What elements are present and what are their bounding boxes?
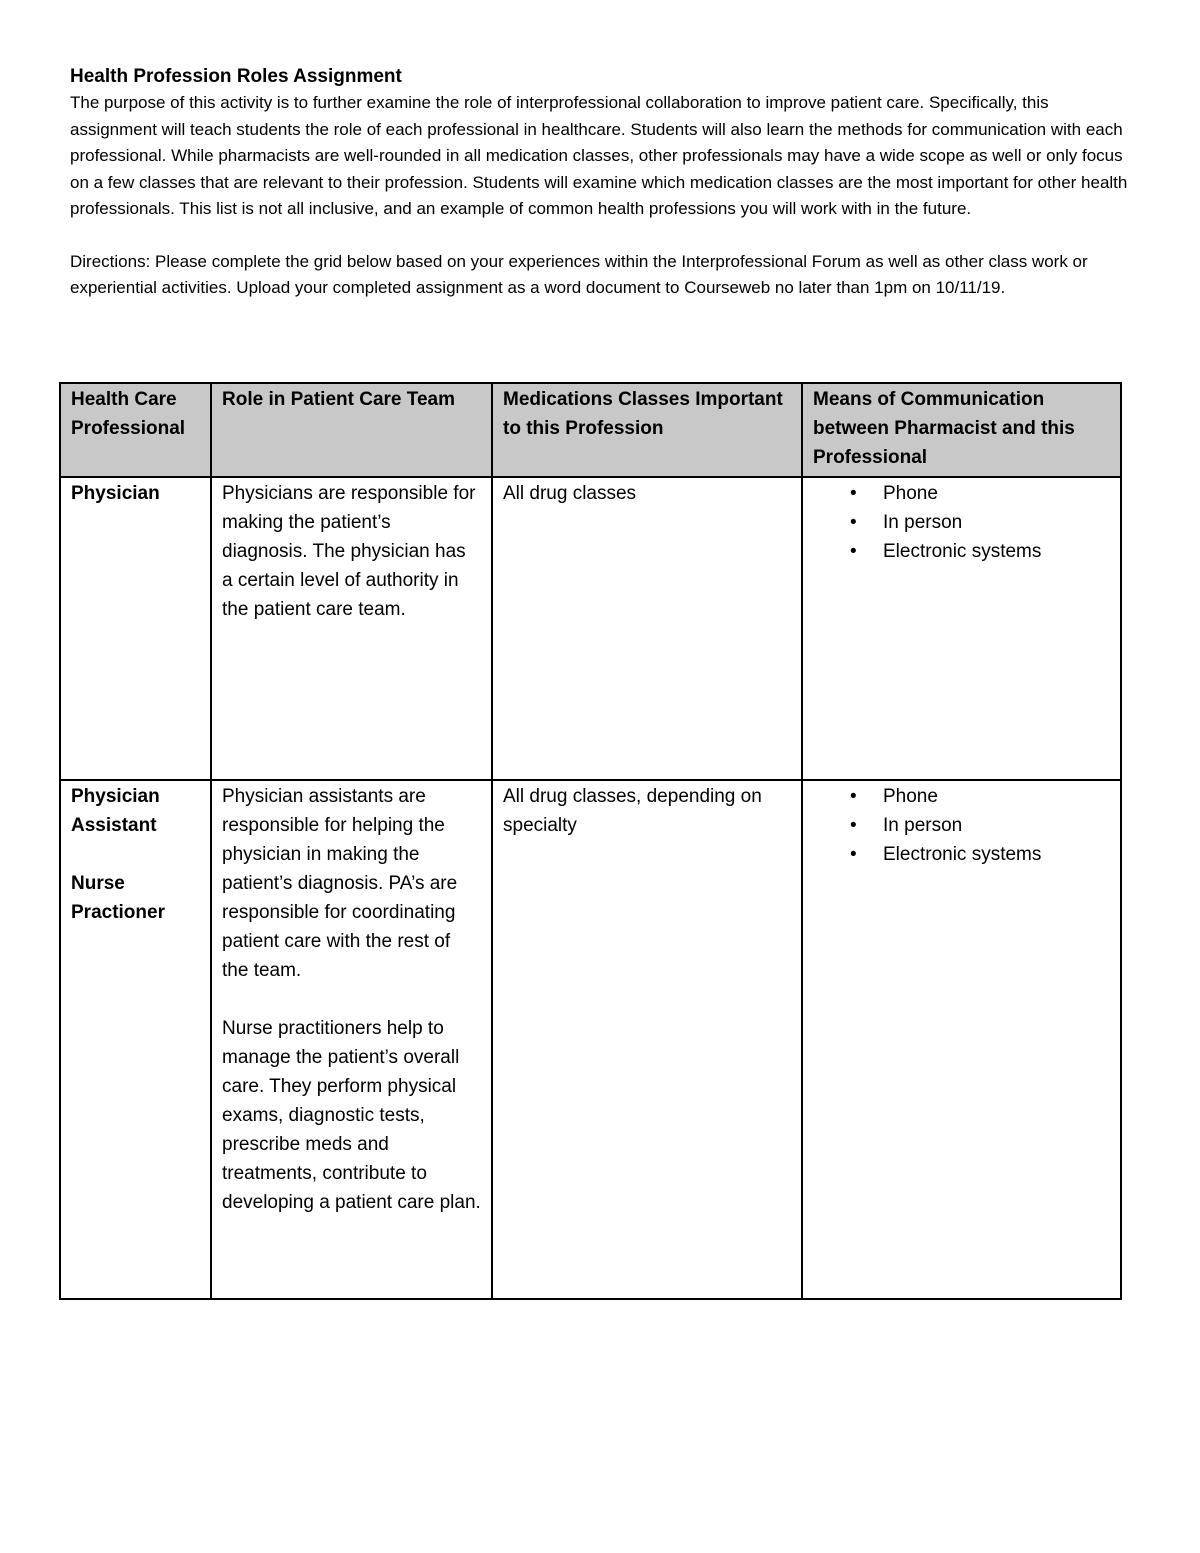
medications-text: All drug classes, depending on specialty xyxy=(503,786,762,836)
role-text: Nurse practitioners help to manage the patient’s overall care. They perform physical exams, diagnostic tests, prescribe meds and treatments, contribute to developing a patient care plan. xyxy=(222,1018,481,1213)
communication-method: Phone xyxy=(883,483,938,504)
spacer xyxy=(71,840,200,869)
bullet-icon: • xyxy=(850,512,857,533)
communication-method: Phone xyxy=(883,786,938,807)
professional-cell xyxy=(60,477,211,780)
role-text: Physician assistants are responsible for helping the physician in making the patient’s diagnosis. PA’s are responsible for coordinating patient care with the rest of the team. xyxy=(222,786,458,981)
communication-method: Electronic systems xyxy=(883,541,1042,562)
list-item xyxy=(813,479,1110,508)
professional-name: Physician Assistant xyxy=(71,786,160,836)
professional-name: Physician xyxy=(71,483,160,504)
directions-paragraph: Directions: Please complete the grid below based on your experiences within the Interprofessional Forum as well as other class work or experiential activities. Upload your completed assignment as a word document to Courseweb no later than 1pm on 10/11/19. xyxy=(70,251,1088,297)
medications-cell xyxy=(492,477,802,780)
header-medication-classes: Medications Classes Important to this Profession xyxy=(492,383,802,477)
header-role-in-patient-care-team: Role in Patient Care Team xyxy=(211,383,492,477)
bullet-icon: • xyxy=(850,844,857,865)
role-text: Physicians are responsible for making the patient’s diagnosis. The physician has a certain level of authority in the patient care team. xyxy=(222,483,476,620)
document-page xyxy=(70,64,1130,302)
communication-cell xyxy=(802,477,1121,780)
list-item xyxy=(813,782,1110,811)
bullet-icon: • xyxy=(850,483,857,504)
medications-cell xyxy=(492,780,802,1299)
professional-name: Nurse Practioner xyxy=(71,873,165,923)
header-means-of-communication: Means of Communication between Pharmacist and this Professional xyxy=(802,383,1121,477)
purpose-paragraph: The purpose of this activity is to further examine the role of interprofessional collaboration to improve patient care. Specifically, this assignment will teach students the role of each professional in healthcare. Students will also learn the methods for communication with each professional. While pharmacists are well-rounded in all medication classes, other professionals may have a wide scope as well or only focus on a few classes that are relevant to their profession. Students will examine which medication classes are the most important for other health professionals. This list is not all inclusive, and an example of common health professions you will work with in the future. xyxy=(70,93,1128,218)
communication-method: Electronic systems xyxy=(883,844,1042,865)
communication-method: In person xyxy=(883,512,963,533)
communication-list xyxy=(813,782,1110,869)
role-cell xyxy=(211,780,492,1299)
bullet-icon: • xyxy=(850,815,857,836)
bullet-icon: • xyxy=(850,541,857,562)
table-header-row xyxy=(60,383,1121,477)
table-row xyxy=(60,780,1121,1299)
communication-method: In person xyxy=(883,815,963,836)
document-title: Health Profession Roles Assignment xyxy=(70,66,402,87)
spacer xyxy=(222,985,481,1014)
list-item xyxy=(813,811,1110,840)
table-row xyxy=(60,477,1121,780)
header-health-care-professional: Health Care Professional xyxy=(60,383,211,477)
list-item xyxy=(813,840,1110,869)
communication-cell xyxy=(802,780,1121,1299)
medications-text: All drug classes xyxy=(503,483,637,504)
list-item xyxy=(813,508,1110,537)
bullet-icon: • xyxy=(850,786,857,807)
professional-cell xyxy=(60,780,211,1299)
communication-list xyxy=(813,479,1110,566)
role-cell xyxy=(211,477,492,780)
roles-grid-table xyxy=(59,382,1122,1300)
list-item xyxy=(813,537,1110,566)
